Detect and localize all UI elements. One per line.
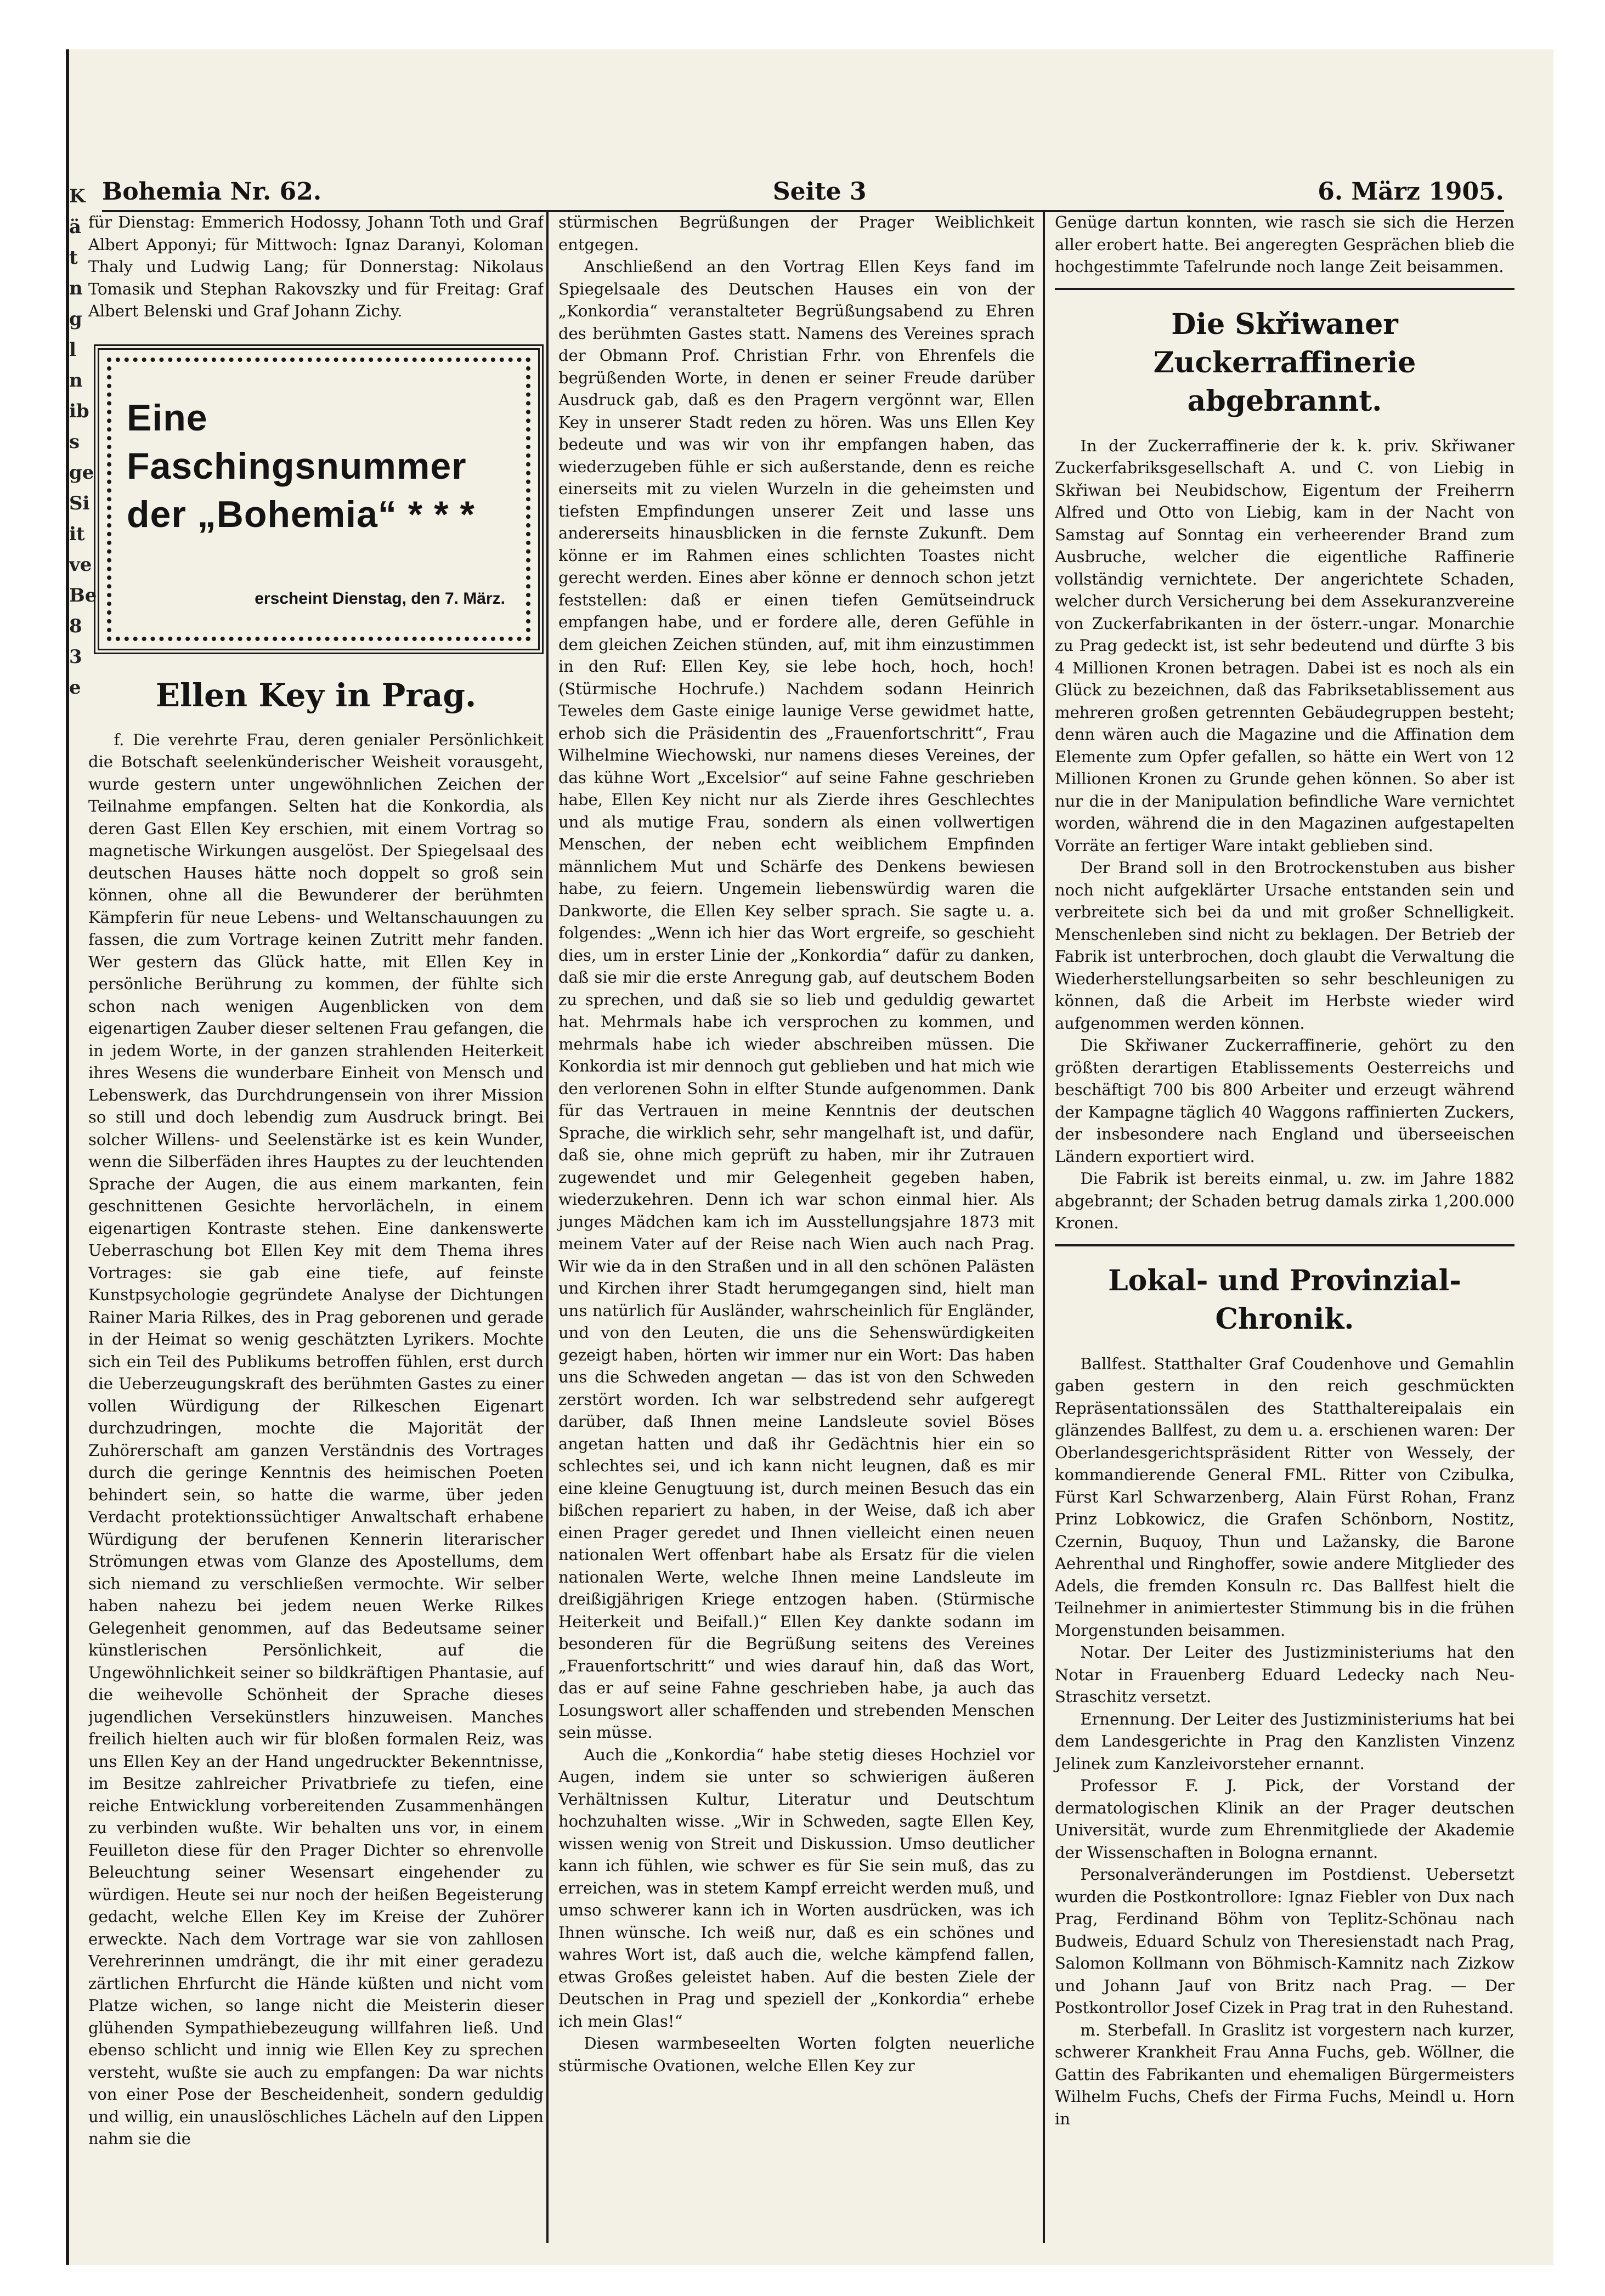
news-item: m. Sterbefall. In Graslitz ist vorgestern nach kurzer, schwerer Krankheit Frau Anna Fuchs, geb. Wöllner, die Gattin des Fabrikanten und ehemaligen Bürgermeisters Wilhelm Fuchs, Chefs der Firma Fuchs, Meindl u. Horn in [1055, 2020, 1514, 2128]
gutter-fragment: ä [69, 216, 82, 238]
column-3 [1043, 211, 1514, 2243]
paragraph: Auch die „Konkordia“ habe stetig dieses Hochziel vor Augen, indem sie unter so schwierigen äußeren Verhältnissen Kultur, Literatur und Deutschtum hochzuhalten wisse. „Wir in Schweden, sagte Ellen Key, wissen wenig von Streit und Diskussion. Umso deutlicher kann ich fühlen, wie schwer es für Sie sein muß, das zu erreichen, was in stetem Kampf erreicht werden muß, und umso schwerer kann ich in Worten ausdrücken, was ich Ihnen wünsche. Ich weiß nur, daß es ein schönes und wahres Wort ist, daß auch die, welche kämpfend fallen, etwas Großes geleistet haben. Auf die besten Ziele der Deutschen in Prag und speziell der „Konkordia“ erhebe ich mein Glas!“ [558, 1745, 1035, 2031]
gutter-fragment: t [69, 247, 78, 269]
gutter-fragment: K [69, 185, 86, 207]
news-item: Notar. Der Leiter des Justizministeriums hat den Notar in Frauenberg Eduard Ledecky nach Neu-Straschitz versetzt. [1055, 1643, 1514, 1706]
intro-paragraph: für Dienstag: Emmerich Hodossy, Johann Toth und Graf Albert Apponyi; für Mittwoch: Ignaz Daranyi, Koloman Thaly und Ludwig Lang; für Donnerstag: Nikolaus Tomasik und Stephan Rakovszky und für Freitag: Graf Albert Belenski und Graf Johann Zichy. [88, 213, 544, 320]
paragraph: Genüge dartun konnten, wie rasch sie sich die Herzen aller erobert hatte. Bei angeregten Gesprächen blieb die hochgestimmte Tafelrunde noch lange Zeit beisammen. [1055, 213, 1514, 276]
headline-line-1: Die Skřiwaner Zuckerraffinerie [1153, 307, 1416, 379]
header-date: 6. März 1905. [1318, 178, 1504, 206]
paragraph: Diesen warmbeseelten Worten folgten neuerliche stürmische Ovationen, welche Ellen Key zur [558, 2034, 1035, 2075]
ad-subtitle: erscheint Dienstag, den 7. März. [255, 589, 505, 608]
header-issue: Bohemia Nr. 62. [102, 178, 322, 206]
divider [1055, 288, 1514, 290]
paragraph: Der Brand soll in den Brotrockenstuben aus bisher noch nicht aufgeklärter Ursache entstanden sein und verbreitete sich bei da und mit großer Schnelligkeit. Menschenleben sind nicht zu beklagen. Der Betrieb der Fabrik ist unterbrochen, doch glaubt die Verwaltung die Wiederherstellungsarbeiten so sehr beschleunigen zu können, daß die Arbeit im Herbste wieder wird aufgenommen werden können. [1055, 858, 1514, 1033]
gutter-fragment: ib [69, 400, 89, 422]
ad-title-line-1: Eine Faschingsnummer [127, 396, 467, 487]
paragraph: Die Fabrik ist bereits einmal, u. zw. im Jahre 1882 abgebrannt; der Schaden betrug damals zirka 1,200.000 Kronen. [1055, 1169, 1514, 1232]
ad-title-line-2: der „Bohemia“ * * * [127, 493, 475, 535]
news-item: Ernennung. Der Leiter des Justizministeriums hat bei dem Landesgerichte in Prag den Kanzlisten Vinzenz Jelinek zum Kanzleivorsteher ernannt. [1055, 1709, 1514, 1773]
gutter-fragment: Be [69, 585, 97, 606]
advertisement-box [94, 344, 544, 654]
headline-line-2: abgebrannt. [1187, 384, 1382, 418]
paragraph: In der Zuckerraffinerie der k. k. priv. Skřiwaner Zuckerfabriksgesellschaft A. und C. von Liebig in Skřiwan bei Neubidschow, Eigentum der Freiherrn Alfred und Otto von Liebig, kam in der Nacht von Samstag auf Sonntag ein verheerender Brand zum Ausbruche, welcher die eigentliche Raffinerie vollständig vernichtete. Der angerichtete Schaden, welcher durch Versicherung bei dem Assekuranzvereine von Zuckerfabrikanten in der österr.-ungar. Monarchie zu Prag gedeckt ist, ist sehr bedeutend und dürfte 3 bis 4 Millionen Kronen betragen. Dabei ist es noch als ein Glück zu bezeichnen, daß das Fabriksetablissement aus mehreren großen getrennten Gebäudegruppen besteht; denn wären auch die Magazine und die Affination dem Elemente zum Opfer gefallen, so hätte ein Wert von 12 Millionen Kronen zu Grunde gehen können. So aber ist nur die in der Manipulation befindliche Ware vernichtet worden, während die in den Magazinen aufgestapelten Vorräte an fertiger Ware intakt geblieben sind. [1055, 436, 1514, 855]
section-title-chronik: Lokal- und Provinzial-Chronik. [1108, 1263, 1461, 1336]
newspaper-page [66, 49, 1553, 2265]
gutter-fragment: e [69, 677, 81, 699]
article-title: Ellen Key in Prag. [155, 676, 477, 714]
news-item: Personalveränderungen im Postdienst. Uebersetzt wurden die Postkontrollore: Ignaz Fiebler von Dux nach Prag, Ferdinand Böhm von Teplitz-Schönau nach Budweis, Eduard Schulz von Theresienstadt nach Prag, Salomon Kollmann von Böhmisch-Kamnitz nach Zizkow und Johann Jauf von Britz nach Prag. — Der Postkontrollor Josef Cizek in Prag trat in den Ruhestand. [1055, 1865, 1514, 2017]
page-header [102, 167, 1504, 212]
paragraph: Anschließend an den Vortrag Ellen Keys fand im Spiegelsaale des Deutschen Hauses ein von der „Konkordia“ veranstalteter Begrüßungsabend zu Ehren des berühmten Gastes statt. Namens des Vereines sprach der Obmann Prof. Christian Frhr. von Ehrenfels die begrüßenden Worte, in denen er seiner Freude darüber Ausdruck gab, daß es den Pragern vergönnt war, Ellen Key in unserer Stadt reden zu hören. Was uns Ellen Key bedeute und was wir von ihr empfangen haben, das wiederzugeben fühle er sich außerstande, denn es reiche einerseits mit zu vielen Wurzeln in die geheimsten und tiefsten Empfindungen unserer Zeit und lasse uns andererseits hinausblicken in die fernste Zukunft. Dem könne er im Rahmen eines schlichten Toastes nicht gerecht werden. Eines aber könne er dennoch schon jetzt feststellen: daß er einen tiefen Gemütseindruck empfangen habe, und er fordere alle, deren Gefühle in dem gleichen Zeichen stünden, auf, mit ihm einzustimmen in den Ruf: Ellen Key, sie lebe hoch, hoch, hoch! (Stürmische Hochrufe.) Nachdem sodann Heinrich Teweles dem Gaste einige launige Verse gewidmet hatte, erhob sich die Präsidentin des „Frauenfortschritt“, Frau Wilhelmine Wiechowski, nur namens dieses Vereines, der das kühne Wort „Excelsior“ auf seine Fahne geschrieben habe, Ellen Key nicht nur als Zierde ihres Geschlechtes und als mutige Frau, sondern als einen vollwertigen Menschen, der neben echt weiblichem Empfinden männlichem Mut und Schärfe des Denkens bewiesen habe, zu feiern. Ungemein liebenswürdig waren die Dankworte, die Ellen Key selber sprach. Sie sagte u. a. folgendes: „Wenn ich hier das Wort ergreife, so geschieht dies, um in erster Linie der „Konkordia“ dafür zu danken, daß sie mir die erste Anregung gab, auf deutschem Boden zu sprechen, und daß sie so lieb und geduldig gewartet hat. Mehrmals habe ich versprochen zu kommen, und mehrmals habe ich wieder abschreiben müssen. Die Konkordia ist mir dennoch gut geblieben und hat mich wie den verlorenen Sohn in elfter Stunde aufgenommen. Dank für das Vertrauen in meine Kenntnis der deutschen Sprache, die wirklich sehr, sehr mangelhaft ist, und dafür, daß sie, ohne mich geprüft zu haben, mir ihr Zutrauen zugewendet und mir Gelegenheit gegeben haben, wiederzukehren. Denn ich war schon einmal hier. Als junges Mädchen kam ich im Ausstellungsjahre 1873 mit meinem Vater auf der Reise nach Wien auch nach Prag. Wir wie da in den Straßen und in all den schönen Palästen und Kirchen ihrer Stadt herumgegangen sind, hielt man uns natürlich für Ausländer, wahrscheinlich für Engländer, und von den Leuten, die uns die Sehenswürdigkeiten gezeigt haben, hörten wir immer nur ein Wort: Das haben uns die Schweden angetan — das ist von den Schweden zerstört worden. Ich war selbstredend sehr aufgeregt darüber, daß Ihnen meine Landsleute soviel Böses angetan hatten und daß ihr Gedächtnis hier ein so schlechtes sei, und ich kann nicht leugnen, daß es mir eine kleine Genugtuung ist, durch meinen Besuch das ein bißchen repariert zu haben, in der Weise, daß ich aber einen Prager geredet und Ihnen vielleicht einen neuen nationalen Wert offenbart habe als Ersatz für die vielen nationalen Werte, welche Ihnen meine Landsleute im dreißigjährigen Kriege entzogen haben. (Stürmische Heiterkeit und Beifall.)“ Ellen Key dankte sodann im besonderen für die Begrüßung seitens des Vereines „Frauenfortschritt“ und wies darauf hin, daß das Wort, das er auf seine Fahne geschrieben habe, ja auch das Losungswort aller schaffenden und strebenden Menschen sein müsse. [558, 257, 1035, 1742]
gutter-fragment: n [69, 277, 83, 299]
gutter-fragment: it [69, 523, 85, 545]
headline-raffinerie [1055, 305, 1514, 421]
gutter-fragment: Si [69, 492, 90, 514]
gutter-fragment: s [69, 431, 80, 453]
news-item: Professor F. J. Pick, der Vorstand der dermatologischen Klinik an der Prager deutschen Universität, wurde zum Ehrenmitgliede der Akademie der Wissenschaften in Bologna ernannt. [1055, 1776, 1514, 1862]
gutter-fragment: ge [69, 462, 94, 484]
header-page-number: Seite 3 [772, 178, 867, 206]
article-body: f. Die verehrte Frau, deren genialer Persönlichkeit die Botschaft seelenkünderischer Weisheit vorausgeht, wurde gestern unter ungewöhnlichen Zeichen der Teilnahme empfangen. Selten hat die Konkordia, als deren Gast Ellen Key erschien, mit einem Vortrag so magnetische Wirkungen ausgelöst. Der Spiegelsaal des deutschen Hauses hätte noch doppelt so groß sein können, ohne all die Bewunderer der berühmten Kämpferin für neue Lebens- und Weltanschauungen zu fassen, die zum Vortrage keinen Zutritt mehr fanden. Wer gestern das Glück hatte, mit Ellen Key in persönliche Berührung zu kommen, der fühlte sich schon nach wenigen Augenblicken von dem eigenartigen Zauber dieser seltenen Frau gefangen, die in jedem Worte, in der ganzen strahlenden Heiterkeit ihres Wesens die wunderbare Einheit von Mensch und Lebenswerk, das Durchdrungensein von ihrer Mission so still und doch lebendig zum Ausdruck bringt. Bei solcher Willens- und Seelenstärke ist es kein Wunder, wenn die Silberfäden ihres Hauptes zu der leuchtenden Sprache der Augen, die aus einem markanten, fein geschnittenen Gesichte hervorlächeln, in einem eigenartigen Kontraste stehen. Eine dankenswerte Ueberraschung bot Ellen Key mit dem Thema ihres Vortrages: sie gab eine tiefe, auf feinste Kunstpsychologie gegründete Analyse der Dichtungen Rainer Maria Rilkes, des in Prag geborenen und gerade in der Heimat so wenig geschätzten Lyrikers. Mochte sich ein Teil des Publikums betroffen fühlen, erst durch die Ueberzeugungskraft des berühmten Gastes zu einer vollen Würdigung der Rilkeschen Eigenart durchzudringen, mochte die Majorität der Zuhörerschaft am ganzen Verständnis des Vortrages durch die geringe Kenntnis des heimischen Poeten behindert sein, so hatte die warme, über jeden Verdacht protektionssüchtiger Anwaltschaft erhabene Würdigung der berufenen Kennerin literarischer Strömungen etwas vom Glanze des Apostellums, dem sich niemand zu verschließen vermochte. Wir selber haben nahezu bei jedem neuen Werke Rilkes Gelegenheit genommen, auf das Bedeutsame seiner künstlerischen Persönlichkeit, auf die Ungewöhnlichkeit seiner so bildkräftigen Phantasie, auf die weihevolle Schönheit der Sprache dieses jugendlichen Versekünstlers hinzuweisen. Manches freilich hielten auch wir für bloßen formalen Reiz, was uns Ellen Key an der Hand ungedruckter Bekenntnisse, im Besitze zahlreicher Privatbriefe zu tiefen, eine reiche Entwicklung vorbereitenden Zusammenhängen zu verbinden wußte. Wir behalten uns vor, in einem Feuilleton diese für den Prager Dichter so ehrenvolle Beleuchtung seiner Wesensart eingehender zu würdigen. Heute sei nur noch der heißen Begeisterung gedacht, welche Ellen Key im Kreise der Zuhörer erweckte. Nach dem Vortrage war sie von zahllosen Verehrerinnen umdrängt, die ihr mit einer geradezu zärtlichen Ehrfurcht die Hände küßten und nicht vom Platze wichen, so lange nicht die Meisterin dieser glühenden Sympathiebezeugung willfahren ließ. Und ebenso schlicht und innig wie Ellen Key zu sprechen versteht, wußte sie auch zu empfangen: Da war nichts von einer Pose der Bescheidenheit, sondern geduldig und willig, ein unauslöschliches Lächeln auf den Lippen nahm sie die [88, 730, 544, 2148]
gutter-fragment: n [69, 370, 83, 392]
gutter-fragment: 8 [69, 615, 82, 637]
gutter-fragment: ve [69, 554, 92, 576]
paragraph: Die Skřiwaner Zuckerraffinerie, gehört zu den größten derartigen Etablissements Oesterreichs und beschäftigt 700 bis 800 Arbeiter und erzeugt während der Kampagne täglich 40 Waggons raffinierten Zuckers, der insbesondere nach England und überseeischen Ländern exportiert wird. [1055, 1036, 1514, 1166]
column-2 [546, 211, 1035, 2243]
gutter-fragment: 3 [69, 646, 82, 668]
divider [1055, 1244, 1514, 1246]
gutter-fragment: g [69, 308, 82, 330]
gutter-fragment: l [69, 339, 76, 361]
news-item: Ballfest. Statthalter Graf Coudenhove und Gemahlin gaben gestern in den reich geschmückten Repräsentationssälen des Statthaltereipalais ein glänzendes Ballfest, zu dem u. a. erschienen waren: Der Oberlandesgerichtspräsident Ritter von Wessely, der kommandierende General FML. Ritter von Czibulka, Fürst Karl Schwarzenberg, Alain Fürst Rohan, Franz Prinz Lobkowicz, die Grafen Schönborn, Nostitz, Czernin, Buquoy, Thun und Lažansky, die Barone Aehrenthal und Ringhoffer, sowie andere Mitglieder des Adels, die fremden Konsuln rc. Das Ballfest hielt die Teilnehmer in animiertester Stimmung bis in die frühen Morgenstunden beisammen. [1055, 1354, 1514, 1640]
paragraph: stürmischen Begrüßungen der Prager Weiblichkeit entgegen. [558, 213, 1035, 254]
column-1 [88, 211, 544, 2243]
